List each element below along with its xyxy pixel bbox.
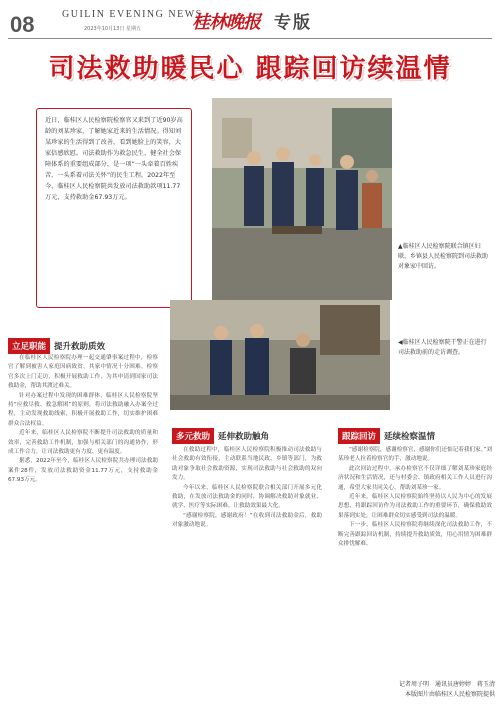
issue-date: 2023年10月13日 星期五 <box>84 26 142 32</box>
paragraph: 此次回访过程中，承办检察官不仅详细了解刘某珍家庭经济状况和生活情况，还与村委会、镇政府相关工作人员进行沟通，希望大家共同关心、帮助刘某珍一家。 <box>338 465 492 491</box>
section-2-body <box>172 446 322 531</box>
section-title: 专版 <box>274 13 312 33</box>
paper-name-en: GUILIN EVENING NEWS <box>62 9 203 20</box>
header-rule <box>8 38 492 39</box>
photo1-caption: ▲临桂区人民检察院联合镇区妇联、乡镇县人民检察院到司法救助对象家中回访。 <box>398 243 489 270</box>
paragraph: 近年来，临桂区人民检察院始终坚持以人民为中心的发展思想，将跟踪回访作为司法救助工作的重要环节，确保救助效果落到实处，让困难群众切实感受到司法的温暖。 <box>338 494 492 519</box>
masthead <box>0 0 500 38</box>
headline: 司法救助暖民心 跟踪回访续温情 <box>48 54 452 84</box>
section-2-heading <box>172 428 269 444</box>
intro-box: 近日，临桂区人民检察院检察官又来到了近90岁高龄的刘某珍家，了解她家近来的生活情况。得知刘某珍家的生活得到了改善，看到她脸上的笑容，大家倍感欣慰。司法救助作为救急民生、健全社会保障体系的重要组成部分，是一项“一头牵着百姓疾苦，一头系着司法关怀”的民生工程。2022年至今，临桂区人民检察院共发放司法救助款项11.77万元，支持救助金67.93万元。 <box>36 108 192 308</box>
paragraph: 近年来，临桂区人民检察院不断提升司法救助的质量和效率，完善救助工作机制，加强与相关部门的沟通协作，形成工作合力，让司法救助更有力度、更有温度。 <box>8 430 158 456</box>
paragraph: 针对办案过程中发现的困难群体，临桂区人民检察院坚持“应救尽救、救急解困”的原则，将司法救助融入办案全过程，主动发现救助线索，积极开展救助工作，切实维护困难群众合法权益。 <box>8 392 158 427</box>
photo-investigation <box>170 300 390 410</box>
section-1-title: 提升救助质效 <box>54 342 106 352</box>
section-1-heading <box>8 338 105 354</box>
paragraph: 据悉，2022年至今，临桂区人民检察院共办理司法救助案件28件，发放司法救助资金11.77万元，支持救助金67.93万元。 <box>8 458 158 484</box>
section-3-heading <box>338 428 435 444</box>
photo-home-visit <box>212 98 392 300</box>
paragraph: “感谢检察院，感谢政府！”在收到司法救助金后，救助对象激动地说。 <box>172 512 322 529</box>
paragraph: 在救助过程中，临桂区人民检察院积极推动司法救助与社会救助有效衔接，主动联系当地民政、乡镇等部门，为救助对象争取社会救助资源，实现司法救助与社会救助的双向发力。 <box>172 447 322 482</box>
section-2-title: 延伸救助触角 <box>218 432 270 442</box>
paragraph: 下一步，临桂区人民检察院将继续深化司法救助工作，不断完善跟踪回访机制，持续提升救助质效，用心用情为困难群众排忧解难。 <box>338 522 492 548</box>
paper-logo: 桂林晚报 <box>192 12 260 33</box>
section-3-body <box>338 446 492 549</box>
paragraph: 今年以来，临桂区人民检察院联合相关部门开展多元化救助，在发放司法救助金的同时，协调解决救助对象就业、就学、医疗等实际困难，让救助效果最大化。 <box>172 484 322 510</box>
section-1-tag: 立足职能 <box>8 338 50 354</box>
byline: 记者周子明 通讯员唐婷婷 蒋玉清 本版图片由临桂区人民检察院提供 <box>398 681 495 698</box>
photo2-caption: ◀临桂区人民检察院干警正在进行司法救助前的走访调查。 <box>398 339 487 356</box>
section-2-tag: 多元救助 <box>172 428 214 444</box>
paragraph: “感谢检察院，感谢检察官，感谢你们还惦记着我们家。”刘某珍老人拉着检察官的手，激动地说。 <box>338 447 492 463</box>
section-3-title: 延续检察温情 <box>384 432 436 442</box>
paragraph: 在临桂区人民检察院办理一起交通肇事案过程中，检察官了解到被害人家庭因病致贫，其家中情况十分困难。检察官多次上门走访，积极开展救助工作，为其申请到国家司法救助金，帮助其渡过难关。 <box>8 355 158 390</box>
section-3-tag: 跟踪回访 <box>338 428 380 444</box>
section-1-body <box>8 354 158 486</box>
page-number: 08 <box>10 12 35 37</box>
